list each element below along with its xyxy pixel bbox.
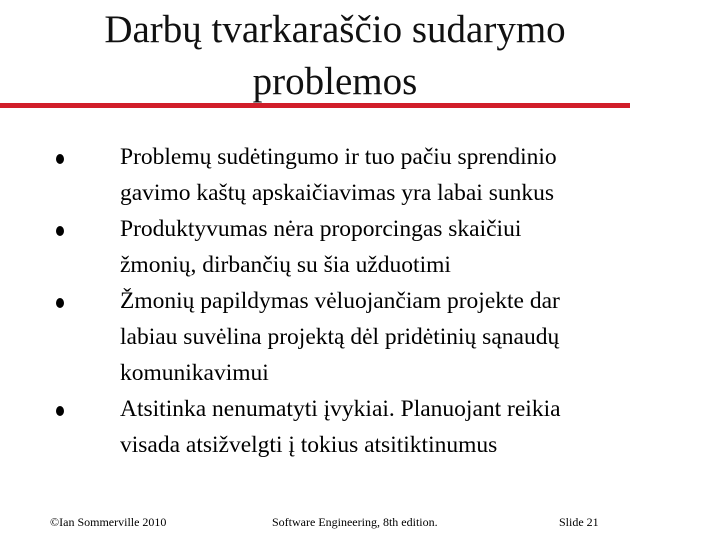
footer-book-title: Software Engineering, 8th edition. xyxy=(272,515,438,529)
bullet-item xyxy=(54,283,694,391)
slide-title xyxy=(0,4,670,108)
bullet-list xyxy=(54,139,694,463)
slide-title-line-2: problemos xyxy=(252,60,418,103)
bullet-line: Atsitinka nenumatyti įvykiai. Planuojant reikia xyxy=(120,396,561,422)
bullet-line: Problemų sudėtingumo ir tuo pačiu sprendinio xyxy=(120,144,557,170)
bullet-line: komunikavimui xyxy=(120,360,269,386)
bullet-line: žmonių, dirbančių su šia užduotimi xyxy=(120,252,451,278)
bullet-item xyxy=(54,391,694,463)
bullet-line: Žmonių papildymas vėluojančiam projekte dar xyxy=(120,288,560,314)
footer-copyright: ©Ian Sommerville 2010 xyxy=(50,515,167,529)
title-underline-rule xyxy=(0,103,630,108)
bullet-text xyxy=(120,391,694,463)
footer-slide-number: Slide 21 xyxy=(559,515,599,529)
bullet-icon xyxy=(56,298,64,308)
bullet-line: gavimo kaštų apskaičiavimas yra labai sunkus xyxy=(120,180,554,206)
bullet-line: visada atsižvelgti į tokius atsitiktinumus xyxy=(120,432,498,458)
bullet-item xyxy=(54,139,694,211)
bullet-icon xyxy=(56,226,64,236)
bullet-line: Produktyvumas nėra proporcingas skaičiui xyxy=(120,216,522,242)
bullet-text xyxy=(120,211,694,283)
slide-title-line-1: Darbų tvarkaraščio sudarymo xyxy=(104,8,566,51)
bullet-line: labiau suvėlina projektą dėl pridėtinių sąnaudų xyxy=(120,324,560,350)
bullet-item xyxy=(54,211,694,283)
bullet-text xyxy=(120,139,694,211)
bullet-text xyxy=(120,283,694,391)
bullet-icon xyxy=(56,406,64,416)
bullet-icon xyxy=(56,154,64,164)
